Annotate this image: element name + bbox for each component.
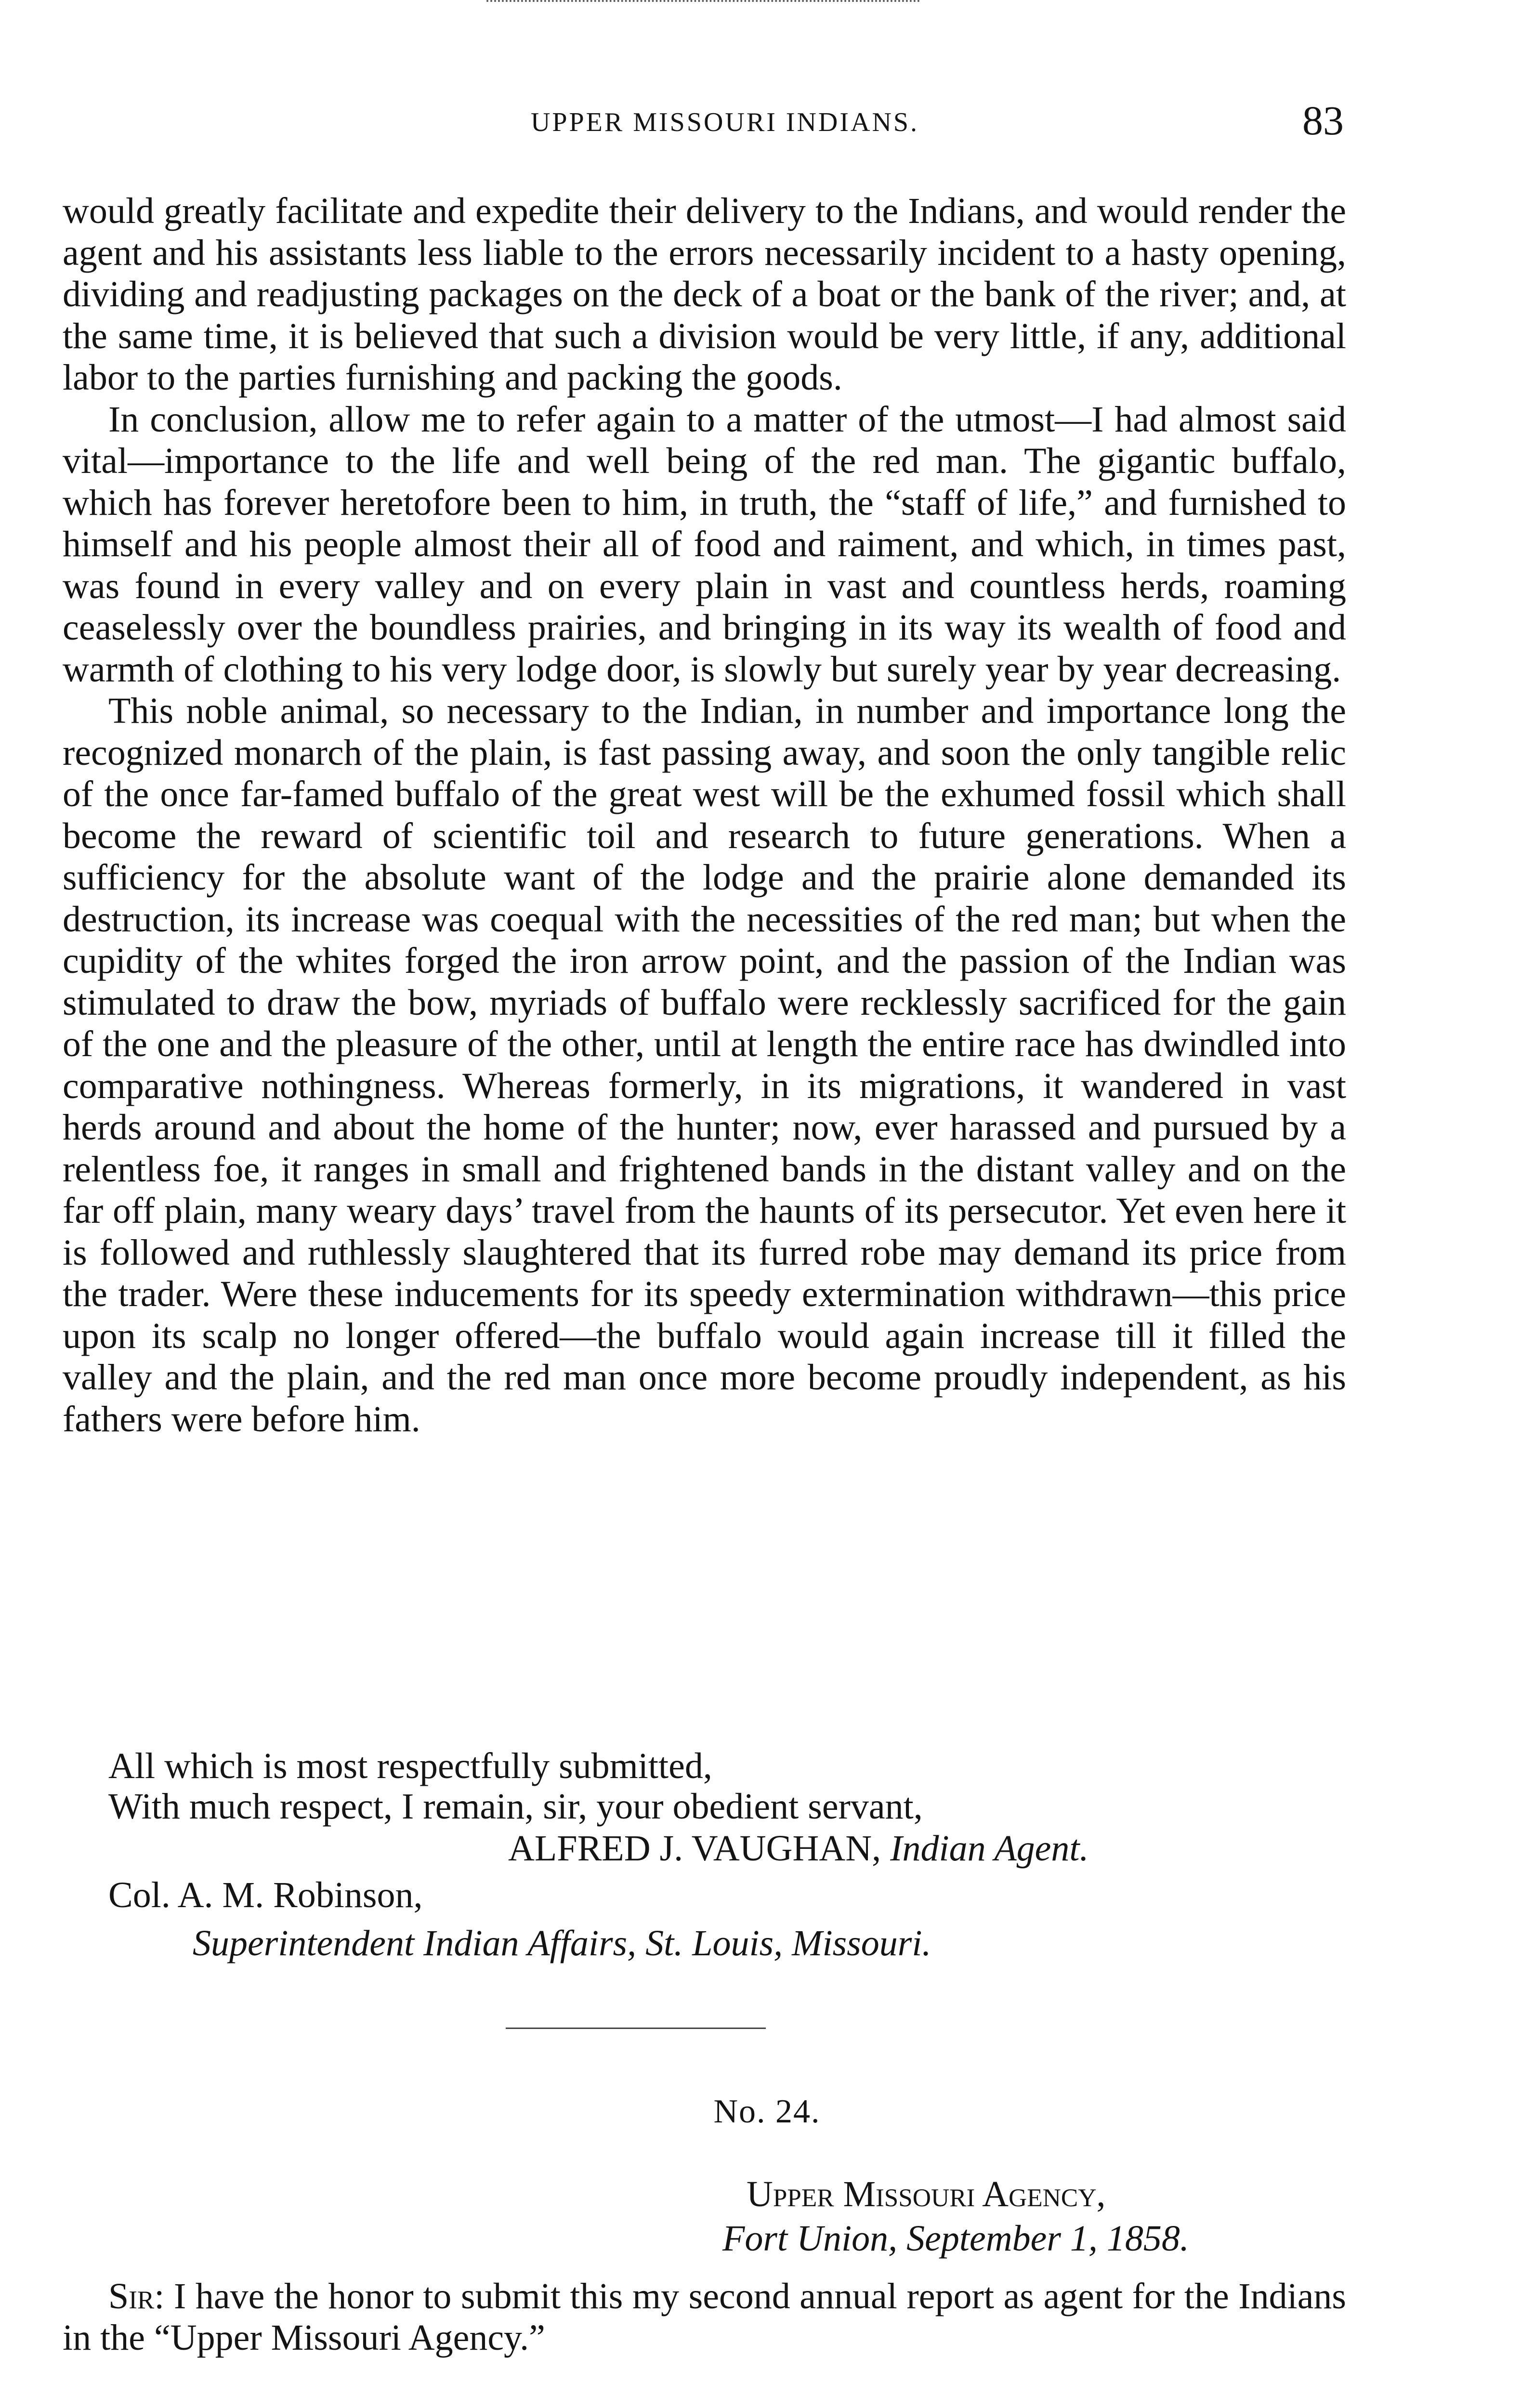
opening-text: I have the honor to submit this my second annual report as agent for the Indians in the “Upper Missouri Agency.”	[63, 2276, 1347, 2358]
addressee-name: Col. A. M. Robinson,	[108, 1875, 423, 1915]
scan-edge-mark	[486, 0, 920, 9]
page-header	[106, 96, 1344, 149]
running-title: UPPER MISSOURI INDIANS.	[530, 107, 919, 137]
letter-opening	[63, 2276, 1346, 2358]
signature	[508, 1828, 1089, 1870]
paragraph-buffalo: This noble animal, so necessary to the Indian, in number and importance long the recognized monarch of the plain, is fast passing away, and soon the only tangible relic of the once far-famed buffalo of the great west will be the exhumed fossil which shall become the reward of scientific toil and research to future generations. When a sufficiency for the absolute want of the lodge and the prairie alone demanded its destruction, its increase was coequal with the necessities of the red man; but when the cupidity of the whites forged the iron arrow point, and the passion of the Indian was stimulated to draw the bow, myriads of buffalo were recklessly sacrificed for the gain of the one and the pleasure of the other, until at length the entire race has dwindled into comparative nothingness. Whereas formerly, in its migrations, it wandered in vast herds around and about the home of the hunter; now, ever harassed and pursued by a relentless foe, it ranges in small and frightened bands in the distant valley and on the far off plain, many weary days’ travel from the haunts of its persecutor. Yet even here it is followed and ruthlessly slaughtered that its furred robe may demand its price from the trader. Were these inducements for its speedy extermination withdrawn—this price upon its scalp no longer offered—the buffalo would again increase till it filled the valley and the plain, and the red man once more become proudly independent, as his fathers were before him.	[63, 691, 1346, 1440]
addressee	[108, 1871, 931, 1967]
letter-closing	[108, 1746, 923, 1827]
section-divider	[506, 2028, 766, 2029]
closing-line-2: With much respect, I remain, sir, your obedient servant,	[108, 1786, 923, 1827]
paragraph-continued: would greatly facilitate and expedite their delivery to the Indians, and would render the agent and his assistants less liable to the errors necessarily incident to a hasty opening, dividing and readjusting packages on the deck of a boat or the bank of the river; and, at the same time, it is believed that such a division would be very little, if any, additional labor to the parties furnishing and packing the goods.	[63, 191, 1346, 398]
paragraph-conclusion: In conclusion, allow me to refer again to a matter of the utmost—I had almost said vital—importance to the life and well being of the red man. The gigantic buffalo, which has forever heretofore been to him, in truth, the “staff of life,” and furnished to himself and his people almost their all of food and raiment, and which, in times past, was found in every valley and on every plain in vast and countless herds, roaming ceaselessly over the boundless prairies, and bringing in its way its wealth of food and warmth of clothing to his very lodge door, is slowly but surely year by year decreasing.	[63, 399, 1346, 690]
opening-paragraph	[63, 2276, 1346, 2358]
addressee-position: Superintendent Indian Affairs, St. Louis, Missouri.	[193, 1923, 931, 1963]
closing-line-1: All which is most respectfully submitted,	[108, 1746, 712, 1786]
signer-title: Indian Agent.	[890, 1828, 1089, 1869]
document-number: No. 24.	[713, 2093, 821, 2130]
dateline	[722, 2172, 1189, 2261]
place-and-date: Fort Union, September 1, 1858.	[722, 2218, 1189, 2259]
salutation: Sir:	[108, 2276, 165, 2316]
agency-name: Upper Missouri Agency,	[747, 2174, 1106, 2214]
page-number: 83	[1302, 97, 1344, 144]
report-body	[63, 190, 1346, 1440]
signer-name: ALFRED J. VAUGHAN,	[508, 1828, 881, 1869]
